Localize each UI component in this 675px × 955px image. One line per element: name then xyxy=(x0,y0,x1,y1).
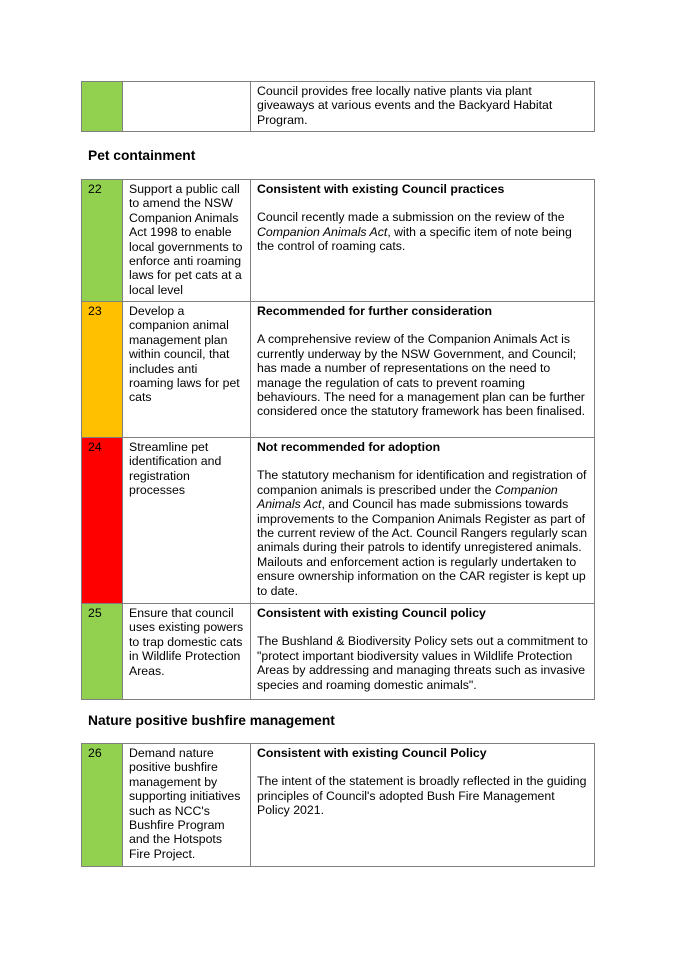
pet-containment-table xyxy=(81,179,595,700)
status-heading: Consistent with existing Council practices xyxy=(257,182,505,196)
item-number: 25 xyxy=(82,604,123,700)
response-cell: Council provides free locally native plants via plant giveaways at various events and the Backyard Habitat Program. xyxy=(251,82,595,132)
response-text: A comprehensive review of the Companion Animals Act is currently underway by the NSW Government, and Council; has made a number of representations on the need to manage the regulation of cats to prevent roaming behaviours. The need for a management plan can be further considered once the statutory framework has been finalised. xyxy=(257,332,586,419)
table-row xyxy=(82,82,595,132)
recommendation-cell: Support a public call to amend the NSW Companion Animals Act 1998 to enable local governments to enforce anti roaming laws for pet cats at a local level xyxy=(123,180,251,302)
status-heading: Not recommended for adoption xyxy=(257,440,441,454)
act-name: Companion Animals Act xyxy=(257,224,388,239)
response-cell xyxy=(251,604,595,700)
bushfire-table xyxy=(81,743,595,867)
recommendation-cell: Demand nature positive bushfire management by supporting initiatives such as NCC's Bushfire Program and the Hotspots Fire Project. xyxy=(123,744,251,867)
item-number: 22 xyxy=(82,180,123,302)
recommendation-cell xyxy=(123,82,251,132)
response-text: , with a specific item of note being the control of roaming cats. xyxy=(257,224,572,254)
item-number: 26 xyxy=(82,744,123,867)
table-row xyxy=(82,744,595,867)
response-cell xyxy=(251,744,595,867)
response-text: The statutory mechanism for identification and registration of companion animals is prescribed under the xyxy=(257,468,587,497)
status-heading: Consistent with existing Council policy xyxy=(257,606,486,620)
table-row xyxy=(82,604,595,700)
response-text: , and Council has made submissions towards improvements to the Companion Animals Register as part of the current review of the Act. Council Rangers regularly scan animals during their patrols to identify unregistered animals. Mailouts and enforcement action is regularly undertaken to ensure ownership information on the CAR register is kept up to date. xyxy=(257,497,588,598)
table-row xyxy=(82,180,595,302)
status-heading: Recommended for further consideration xyxy=(257,304,493,318)
section-title-bushfire: Nature positive bushfire management xyxy=(88,713,335,728)
item-number: 24 xyxy=(82,438,123,604)
response-cell xyxy=(251,302,595,438)
section-title-pet-containment: Pet containment xyxy=(88,148,196,163)
status-heading: Consistent with existing Council Policy xyxy=(257,746,487,760)
act-name: Companion Animals Act xyxy=(257,482,558,512)
response-cell xyxy=(251,438,595,604)
response-text: The Bushland & Biodiversity Policy sets out a commitment to "protect important biodiversity values in Wildlife Protection Areas by addressing and managing threats such as invasive species and roaming domestic animals". xyxy=(257,634,588,692)
status-cell xyxy=(82,82,123,132)
recommendation-cell: Streamline pet identification and registration processes xyxy=(123,438,251,604)
recommendation-cell: Ensure that council uses existing powers to trap domestic cats in Wildlife Protection Areas. xyxy=(123,604,251,700)
response-cell xyxy=(251,180,595,302)
recommendation-cell: Develop a companion animal management plan within council, that includes anti roaming laws for pet cats xyxy=(123,302,251,438)
table-row xyxy=(82,438,595,604)
table-row xyxy=(82,302,595,438)
item-number: 23 xyxy=(82,302,123,438)
response-text: Council recently made a submission on the review of the xyxy=(257,210,565,225)
continued-table xyxy=(81,81,595,132)
response-text: The intent of the statement is broadly reflected in the guiding principles of Council's adopted Bush Fire Management Policy 2021. xyxy=(257,774,587,818)
